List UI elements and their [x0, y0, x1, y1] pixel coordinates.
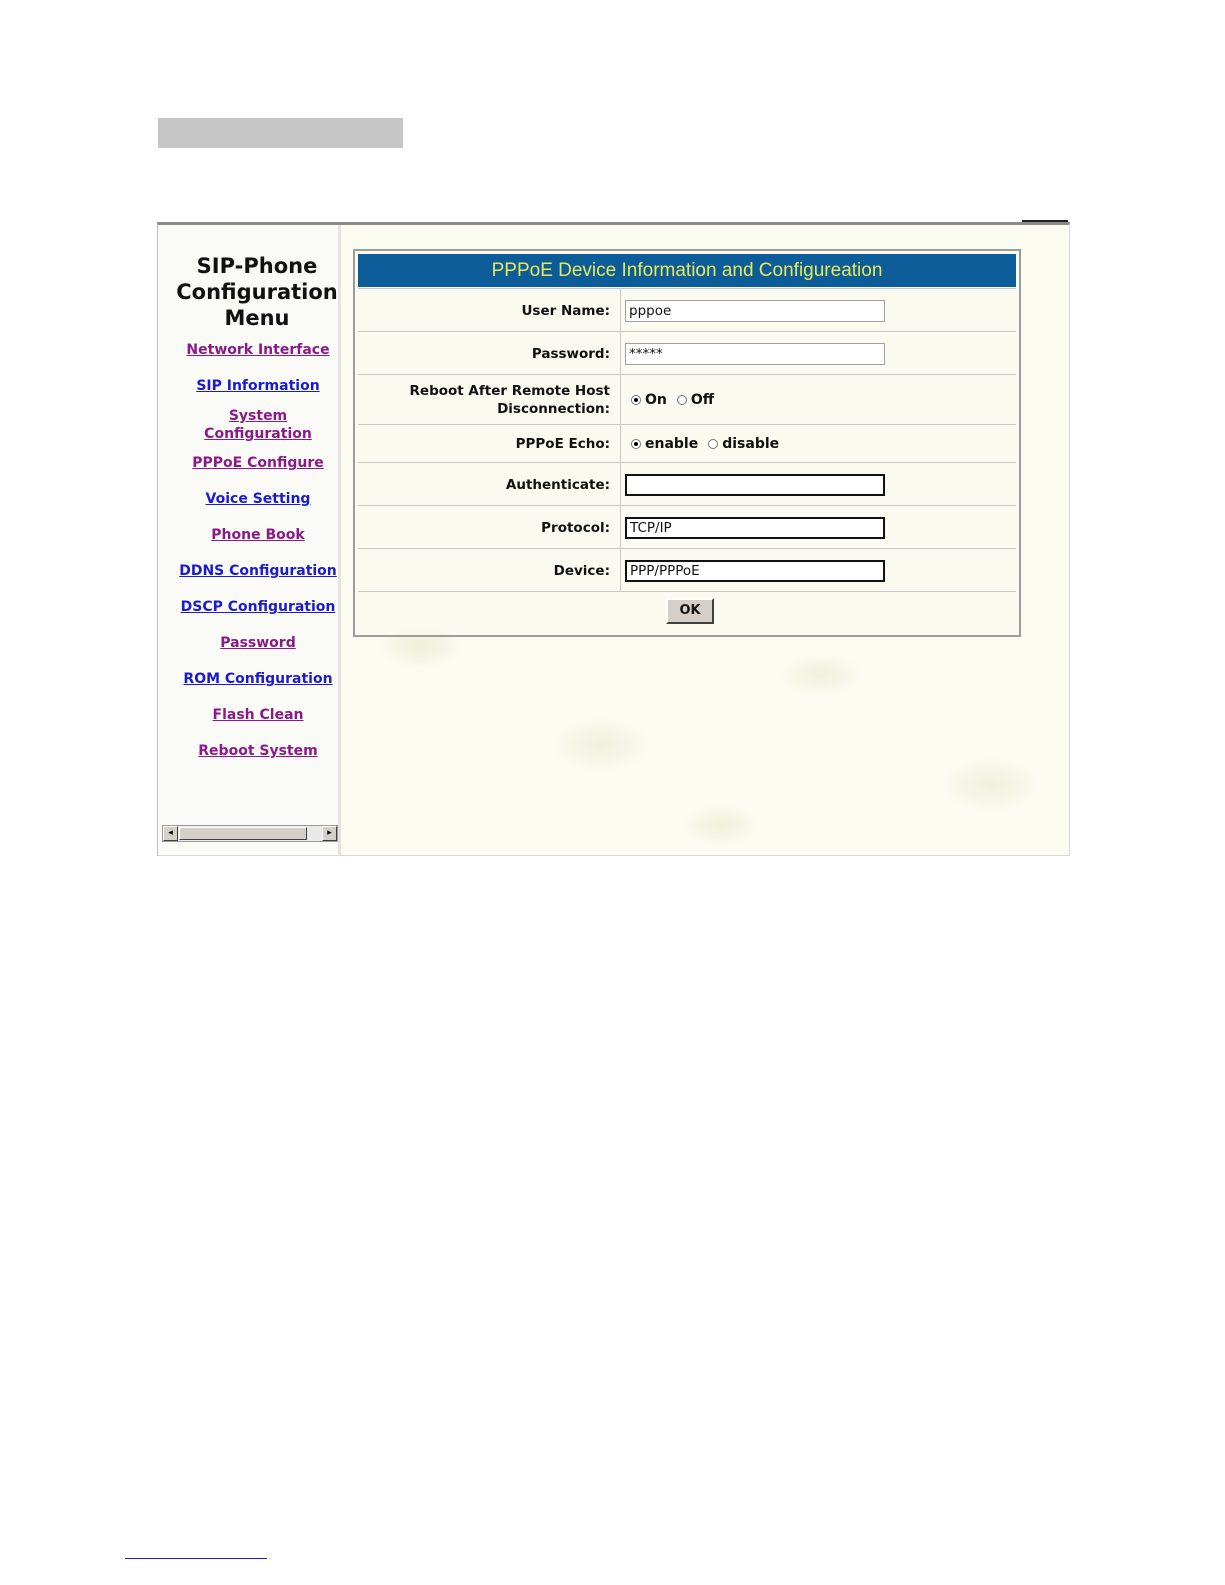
menu-link-reboot-system[interactable]: Reboot System	[198, 743, 318, 759]
ok-button[interactable]: OK	[666, 598, 714, 624]
menu-title: SIP-Phone Configuration Menu	[176, 254, 338, 330]
menu-link-password[interactable]: Password	[220, 635, 296, 651]
echo-enable-radio[interactable]	[631, 439, 641, 449]
row-authenticate	[358, 462, 1016, 506]
sidebar-menu-frame	[158, 225, 341, 855]
reboot-label: Reboot After Remote Host Disconnection:	[358, 375, 621, 425]
row-user-name	[358, 288, 1016, 332]
protocol-input[interactable]	[625, 517, 885, 539]
reboot-off-radio[interactable]	[677, 395, 687, 405]
device-input[interactable]	[625, 560, 885, 582]
echo-disable-label: disable	[722, 436, 780, 452]
menu-link-phone-book[interactable]: Phone Book	[211, 527, 305, 543]
reboot-on-radio[interactable]	[631, 395, 641, 405]
password-label: Password:	[358, 332, 621, 375]
authenticate-input[interactable]	[625, 474, 885, 496]
device-label: Device:	[358, 549, 621, 592]
menu-link-pppoe-configure[interactable]: PPPoE Configure	[192, 455, 324, 471]
browser-frame	[157, 222, 1070, 856]
menu-link-ddns-configuration[interactable]: DDNS Configuration	[179, 563, 337, 579]
menu-link-system-configuration[interactable]: System Configuration	[204, 408, 312, 442]
user-name-label: User Name:	[358, 289, 621, 332]
echo-enable-label: enable	[645, 436, 699, 452]
authenticate-label: Authenticate:	[358, 463, 621, 506]
row-device	[358, 548, 1016, 592]
scroll-right-arrow-icon[interactable]: ▸	[322, 826, 337, 841]
menu-link-network-interface[interactable]: Network Interface	[186, 342, 330, 358]
reboot-radio-group	[631, 392, 724, 408]
horizontal-scrollbar[interactable]	[162, 825, 338, 842]
pppoe-config-panel	[353, 249, 1021, 637]
menu-link-flash-clean[interactable]: Flash Clean	[212, 707, 304, 723]
password-input[interactable]	[625, 343, 885, 365]
row-submit	[358, 591, 1016, 634]
pppoe-echo-label: PPPoE Echo:	[358, 425, 621, 463]
row-reboot	[358, 374, 1016, 425]
menu-link-voice-setting[interactable]: Voice Setting	[205, 491, 311, 507]
row-password	[358, 331, 1016, 375]
protocol-label: Protocol:	[358, 506, 621, 549]
menu-link-dscp-configuration[interactable]: DSCP Configuration	[180, 599, 336, 615]
row-protocol	[358, 505, 1016, 549]
menu-link-rom-configuration[interactable]: ROM Configuration	[183, 671, 333, 687]
caption-placeholder-bar	[158, 118, 403, 148]
row-pppoe-echo	[358, 424, 1016, 463]
echo-disable-radio[interactable]	[708, 439, 718, 449]
reboot-off-label: Off	[690, 392, 715, 408]
user-name-input[interactable]	[625, 300, 885, 322]
panel-header: PPPoE Device Information and Configureation	[358, 254, 1016, 287]
reboot-on-label: On	[645, 392, 667, 408]
main-content-frame	[341, 225, 1069, 855]
scrollbar-thumb[interactable]	[179, 827, 307, 840]
echo-radio-group	[631, 436, 789, 452]
menu-link-sip-information[interactable]: SIP Information	[196, 378, 320, 394]
footnote-separator	[125, 1558, 267, 1559]
scroll-left-arrow-icon[interactable]: ◂	[163, 826, 178, 841]
